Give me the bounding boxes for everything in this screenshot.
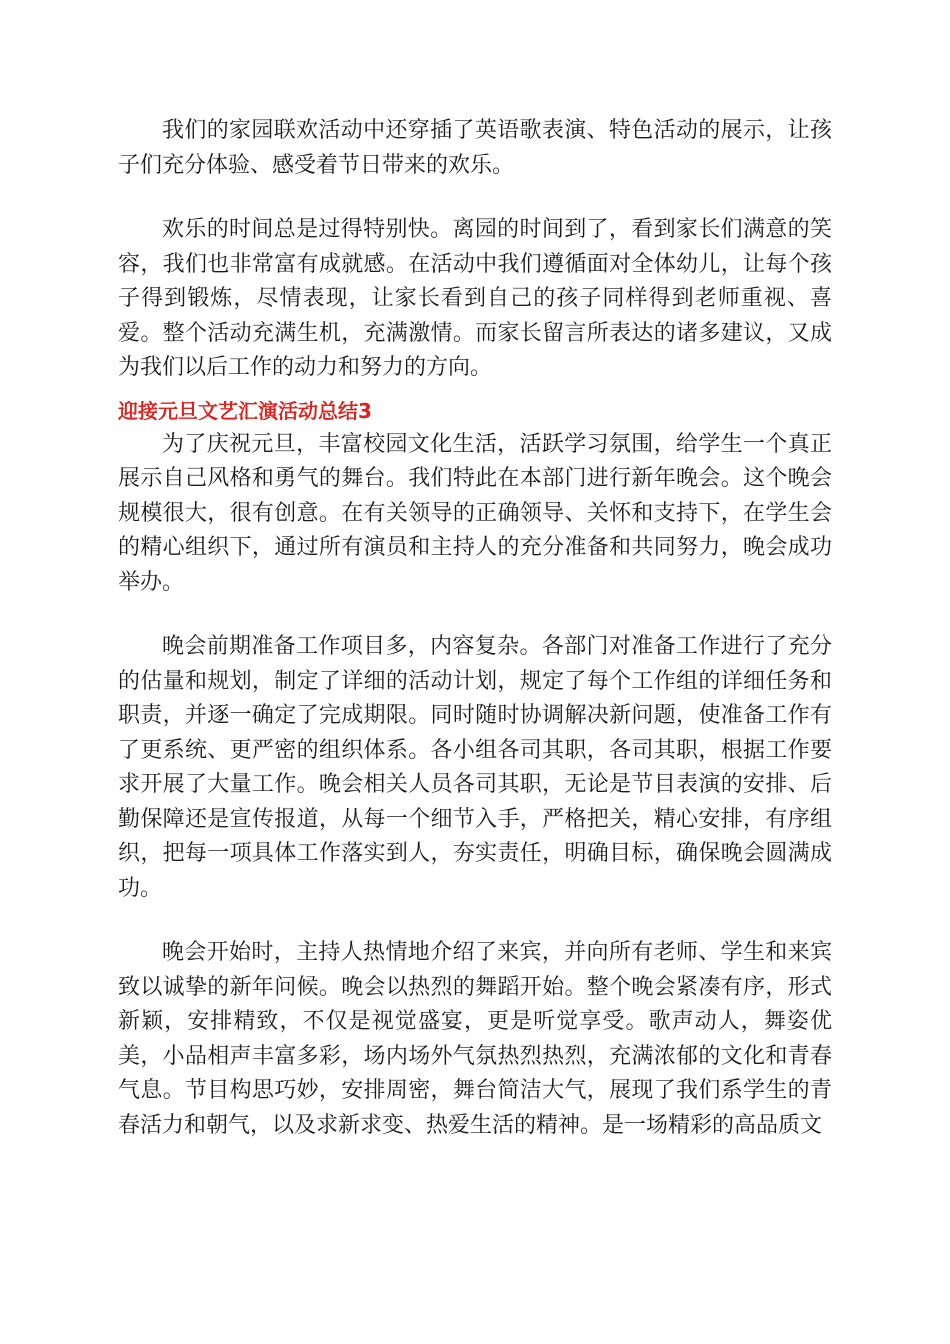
paragraph-evening-opening: 晚会开始时，主持人热情地介绍了来宾，并向所有老师、学生和来宾致以诚挚的新年问候。晚会以热烈的舞蹈开始。整个晚会紧凑有序，形式新颖，安排精致，不仅是视觉盛宴，更是听觉享受。歌声动人，舞姿优美，小品相声丰富多彩，场内场外气氛热烈热烈，充满浓郁的文化和青春气息。节目构思巧妙，安排周密，舞台简洁大气，展现了我们系学生的青春活力和朝气，以及求新求变、热爱生活的精神。是一场精彩的高品质文 bbox=[118, 940, 832, 1138]
heading-gap bbox=[118, 386, 832, 394]
paragraph-gap bbox=[118, 183, 832, 213]
paragraph-family-activity: 我们的家园联欢活动中还穿插了英语歌表演、特色活动的展示，让孩子们充分体验、感受着节日带来的欢乐。 bbox=[118, 118, 832, 178]
paragraph-preparation: 晚会前期准备工作项目多，内容复杂。各部门对准备工作进行了充分的估量和规划，制定了详细的活动计划，规定了每个工作组的详细任务和职责，并逐一确定了完成期限。同时随时协调解决新问题，使准备工作有了更系统、更严密的组织体系。各小组各司其职，各司其职，根据工作要求开展了大量工作。晚会相关人员各司其职，无论是节目表演的安排、后勤保障还是宣传报道，从每一个细节入手，严格把关，精心安排，有序组织，把每一项具体工作落实到人，夯实责任，明确目标，确保晚会圆满成功。 bbox=[118, 634, 832, 901]
paragraph-happy-time: 欢乐的时间总是过得特别快。离园的时间到了，看到家长们满意的笑容，我们也非常富有成就感。在活动中我们遵循面对全体幼儿，让每个孩子得到锻炼，尽情表现，让家长看到自己的孩子同样得到老师重视、喜爱。整个活动充满生机，充满激情。而家长留言所表达的诸多建议，又成为我们以后工作的动力和努力的方向。 bbox=[118, 217, 832, 380]
paragraph-gap bbox=[118, 906, 832, 936]
document-page bbox=[118, 114, 832, 1143]
section-heading: 迎接元旦文艺汇演活动总结3 bbox=[118, 398, 372, 423]
paragraph-gap bbox=[118, 600, 832, 630]
paragraph-celebration-intro: 为了庆祝元旦，丰富校园文化生活，活跃学习氛围，给学生一个真正展示自己风格和勇气的舞台。我们特此在本部门进行新年晚会。这个晚会规模很大，很有创意。在有关领导的正确领导、关怀和支持下，在学生会的精心组织下，通过所有演员和主持人的充分准备和共同努力，晚会成功举办。 bbox=[118, 431, 832, 595]
